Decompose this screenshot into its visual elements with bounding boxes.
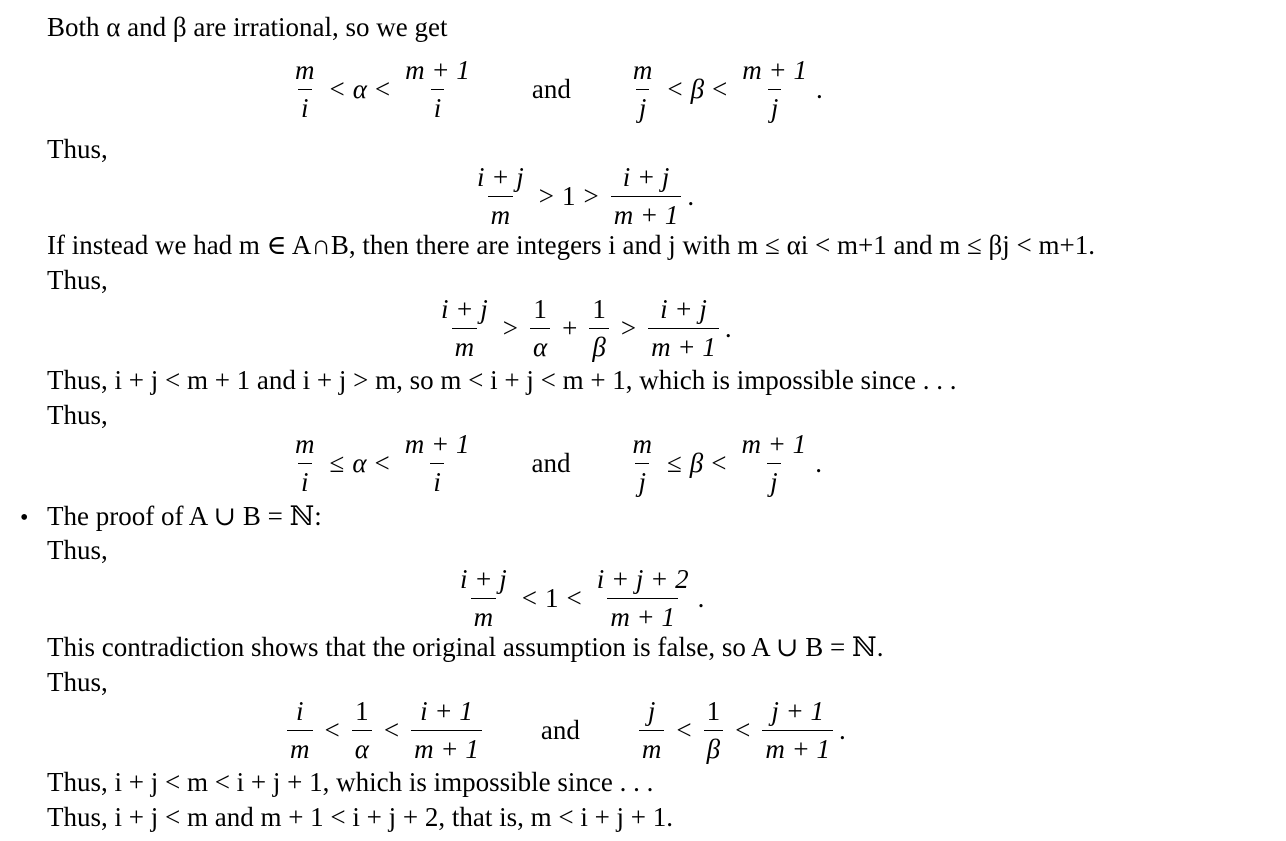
- fraction: $\frac{i + j + 2}{m + 1}$: [596, 564, 689, 632]
- equation-reciprocal-bounds: $\frac{i}{m}$ < $\frac{1}{\alpha}$ < $\frac{i + 1}{m + 1}$ and $\frac{j}{m}$ < $\frac{1}{\beta}$ < $\frac{j + 1}{m + 1}$ .: [283, 698, 846, 763]
- text-line-thus: Thus,: [47, 667, 108, 697]
- equation-strict-bounds: $\frac{m}{i}$ < α < $\frac{m + 1}{i}$ and $\frac{m}{j}$ < β < $\frac{m + 1}{j}$ .: [288, 57, 823, 122]
- fraction: $\frac{j + 1}{m + 1}$: [762, 698, 833, 763]
- fraction: $\frac{j}{m}$: [639, 698, 665, 763]
- text-line-conclusion: Thus, i + j < m and m + 1 < i + j + 2, that is, m < i + j + 1.: [47, 802, 674, 832]
- fraction: $\frac{m}{i}$: [295, 55, 315, 123]
- fraction: $\frac{m}{j}$: [632, 55, 653, 123]
- fraction: $\frac{1}{\alpha}$: [530, 296, 550, 361]
- fraction: $\frac{m}{j}$: [632, 429, 652, 497]
- fraction: $\frac{m + 1}{i}$: [405, 55, 470, 123]
- text-line-union-proof: The proof of A ∪ B = ℕ:: [47, 501, 322, 531]
- text-line-irrational: Both α and β are irrational, so we get: [47, 12, 448, 42]
- text-line-thus: Thus,: [47, 400, 108, 430]
- fraction: $\frac{i + j}{m}$: [477, 162, 524, 230]
- text-line-impossible: Thus, i + j < m + 1 and i + j > m, so m < i + j < m + 1, which is impossible since . . .: [47, 365, 957, 395]
- fraction: $\frac{i + j}{m + 1}$: [611, 164, 682, 229]
- text-line-contradiction: This contradiction shows that the original assumption is false, so A ∪ B = ℕ.: [47, 632, 884, 662]
- bullet-icon: •: [20, 505, 29, 531]
- fraction: $\frac{i + j}{m}$: [460, 564, 507, 632]
- fraction: $\frac{m + 1}{j}$: [741, 429, 807, 497]
- fraction: $\frac{i + j}{m}$: [441, 294, 488, 362]
- text-line-thus: Thus,: [47, 265, 108, 295]
- text-line-thus: Thus,: [47, 535, 108, 565]
- fraction: $\frac{m + 1}{j}$: [742, 55, 807, 123]
- and-word: and: [531, 74, 571, 104]
- fraction: $\frac{1}{\beta}$: [704, 698, 724, 763]
- fraction: $\frac{1}{\alpha}$: [352, 698, 372, 763]
- text-line-thus: Thus,: [47, 134, 108, 164]
- equation-nonstrict-bounds: $\frac{m}{i}$ ≤ α < $\frac{m + 1}{i}$ and $\frac{m}{j}$ ≤ β < $\frac{m + 1}{j}$ .: [288, 431, 822, 496]
- fraction: $\frac{i + 1}{m + 1}$: [411, 698, 482, 763]
- text-line-impossible-2: Thus, i + j < m < i + j + 1, which is impossible since . . .: [47, 767, 654, 797]
- fraction: $\frac{i}{m}$: [287, 698, 313, 763]
- equation-ratio-one: $\frac{i + j}{m}$ > 1 > $\frac{i + j}{m + 1}$ .: [470, 164, 694, 229]
- fraction: $\frac{m + 1}{i}$: [404, 429, 470, 497]
- fraction: $\frac{m}{i}$: [295, 429, 315, 497]
- text-line-intersection: If instead we had m ∈ A∩B, then there are integers i and j with m ≤ αi < m+1 and m ≤ βj < m+1.: [47, 230, 1095, 260]
- and-word: and: [540, 715, 580, 745]
- equation-reciprocal-sum: $\frac{i + j}{m}$ > $\frac{1}{\alpha}$ + $\frac{1}{\beta}$ > $\frac{i + j}{m + 1}$ .: [434, 296, 732, 361]
- fraction: $\frac{1}{\beta}$: [589, 296, 609, 361]
- and-word: and: [531, 448, 571, 478]
- fraction: $\frac{i + j}{m + 1}$: [648, 296, 719, 361]
- equation-union-bound: $\frac{i + j}{m}$ < 1 < $\frac{i + j + 2}{m + 1}$ .: [453, 566, 704, 631]
